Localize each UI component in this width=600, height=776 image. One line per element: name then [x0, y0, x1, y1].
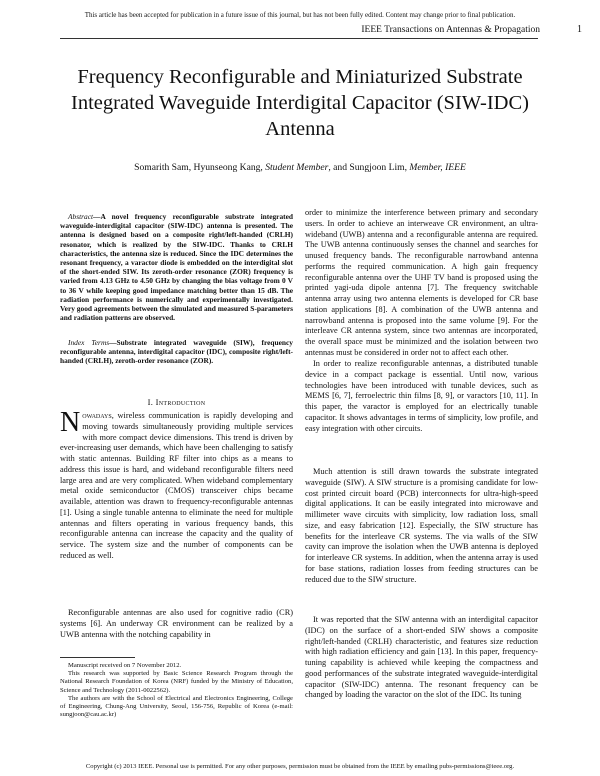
section-heading: I. Introduction	[147, 397, 206, 407]
abstract-text: —A novel frequency reconfigurable substrate integrated waveguide-interdigital capacitor (SIW-IDC) antenna is presented. The antenna is designed based on a composite right/left-handed (CRLH) resonator, which is realized by the SIW-IDC. Thanks to CRLH characteristics, the antenna size is reduced. Since the IDC determines the resonant frequency, a varactor diode is embedded on the interdigital slot of the short-ended SIW. Its zeroth-order resonance (ZOR) frequency is varied from 4.13 GHz to 4.50 GHz by changing the bias voltage from 0 V to 36 V while keeping good impedance matching better than 15 dB. The radiation performance is numerically and experimentally investigated. Very good agreements between the simulated and measured S-parameters and radiation patterns are observed.	[60, 212, 293, 323]
author-line	[60, 162, 540, 173]
intro-paragraph-2: Reconfigurable antennas are also used for cognitive radio (CR) systems [6]. An underway CR environment can be realized by a UWB antenna with the notching capability in	[60, 608, 293, 639]
lead-word: owadays	[82, 411, 112, 420]
abstract	[60, 212, 293, 322]
drop-cap: N	[60, 407, 81, 438]
publication-notice: This article has been accepted for publication in a future issue of this journal, but has not been fully edited. Content may change prior to final publication.	[84, 11, 516, 19]
footnote-support: This research was supported by Basic Science Research Program through the National Research Foundation of Korea (NRF) funded by the Ministry of Education, Science and Technology (2011-0022562).	[60, 670, 293, 694]
footnote-rule	[60, 657, 135, 658]
journal-name: IEEE Transactions on Antennas & Propagation	[361, 25, 540, 35]
right-paragraph-4: It was reported that the SIW antenna with an interdigital capacitor (IDC) on the surface of a short-ended SIW shows a composite right/left-handed (CRLH) characteristic, and features size reduction with high radiation efficiency and gain [13]. In this paper, frequency-tuning capability is achieved while keeping the compactness and good performances of the substrate integrated waveguide-interdigital capacitor (SIW-IDC) antenna. The resonant frequency can be changed by loading the varactor on the slot of the IDC. Its tuning	[305, 615, 538, 700]
author-names-b: , and Sungjoon Lim,	[328, 162, 410, 173]
author-role-a: Student Member	[265, 162, 329, 173]
index-terms-label: Index Terms	[68, 338, 110, 347]
footnote-affiliation: The authors are with the School of Electrical and Electronics Engineering, College of Engineering, Chung-Ang University, Seoul, 156-756, Republic of Korea (e-mail: sungjoon@cau.ac.kr)	[60, 694, 293, 719]
right-paragraph-3: Much attention is still drawn towards the substrate integrated waveguide (SIW). A SIW structure is a promising candidate for low-cost printed circuit board (PCB) interconnects for ultra-high-speed digital applications. It can be easily integrated into microwave and millimeter wave circuits with simplicity, low radiation loss, small size, and easy fabrication [12]. Especially, the SIW structure has benefits for the interleave CR systems. The via walls of the SIW cavity can improve the isolation when the UWB antenna is deployed for interleave CR systems. In addition, when the antenna array is used for base stations, radiation losses from feeding structures can be reduced due to the SIW structure.	[305, 467, 538, 584]
paper-title: Frequency Reconfigurable and Miniaturized Substrate Integrated Waveguide Interdigital Capacitor (SIW-IDC) Antenna	[71, 66, 529, 140]
author-names-a: Somarith Sam, Hyunseong Kang,	[134, 162, 266, 173]
page-number: 1	[577, 24, 582, 35]
footnote-received: Manuscript received on 7 November 2012.	[68, 662, 182, 669]
footnotes	[60, 662, 293, 719]
author-role-b: Member, IEEE	[409, 162, 466, 173]
index-terms-text: —Substrate integrated waveguide (SIW), frequency reconfigurable antenna, interdigital capacitor (IDC), composite right/left-handed (CRLH), zeroth-order resonance (ZOR).	[60, 338, 293, 366]
index-terms	[60, 338, 293, 366]
intro-paragraph-1	[60, 407, 293, 562]
header-rule	[60, 38, 538, 39]
right-paragraph-1: order to minimize the interference between primary and secondary users. In order to achieve an interweave CR environment, an ultra-wideband (UWB) antenna and a reconfigurable antenna are required. The UWB antenna continuously senses the channel and searches for unused frequency bands. The reconfigurable narrowband antenna performs the required communication. A high gain frequency reconfigurable antenna over the UHF TV band is proposed using the printed yagi-uda dipole antenna [7]. The frequency switchable antenna array using two antenna elements is developed for CR base station applications [8]. A combination of the UWB antenna and narrowband antenna is proposed into the same volume [9]. For the interleave CR antenna system, since two antennas are incorporated, the overall space must be minimized and the isolation between two antennas must be considered in order not to affect each other.	[305, 208, 538, 357]
right-paragraph-2: In order to realize reconfigurable antennas, a distributed tunable device in a compact package is essential. Until now, various technologies have been introduced with tunable devices, such as MEMS [6, 7], ferroelectric thin films [8, 9], or varactors [10, 11]. In this paper, the varactor is employed for an electrically tunable capacitor. It shows advantages in terms of simplicity, low profile, and easy integration with other circuits.	[305, 359, 538, 433]
intro-text-1: , wireless communication is rapidly developing and moving towards simultaneously providing multiple services with more compact device dimensions. This trend is driven by ever-increasing user demands, which have been challenging to satisfy with static antennas. Building RF filter into chips as a means to address this issue is hard, and wideband reconfigurable filters need large area and are very complicated. When wideband complementary metal oxide semiconductor (CMOS) transceiver chips became available, attention was drawn to frequency-reconfigurable antennas [1]. Using a single tunable antenna to eliminate the need for multiple antennas and filters operating in various frequency bands, this reconfigurable antenna can increase the capacity and the quality of service. The system size and the number of components can be reduced as well.	[60, 411, 293, 560]
abstract-label: Abstract	[68, 212, 94, 221]
copyright-notice: Copyright (c) 2013 IEEE. Personal use is permitted. For any other purposes, permission must be obtained from the IEEE by emailing pubs-permissions@ieee.org.	[85, 763, 515, 770]
